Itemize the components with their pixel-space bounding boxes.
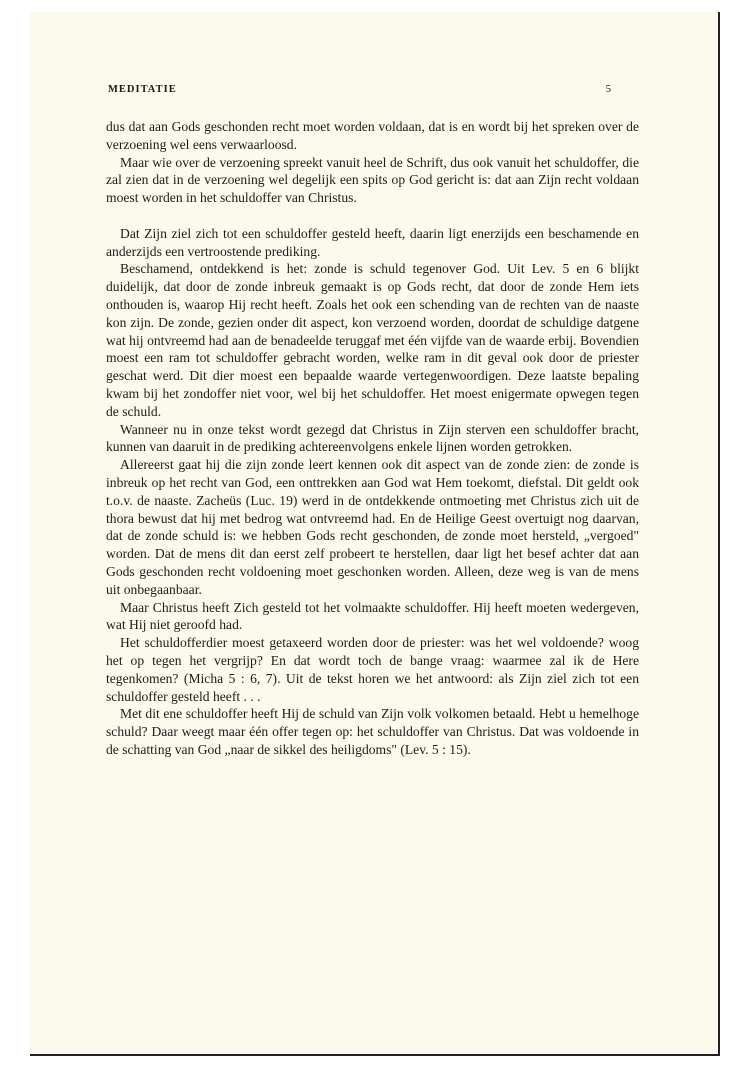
- paragraph: Maar wie over de verzoening spreekt vanuit heel de Schrift, dus ook vanuit het schuldoffer, die zal zien dat in de verzoening wel degelijk een spits op God gericht is: dat aan Zijn recht voldaan moest worden in het schuldoffer van Christus.: [106, 154, 639, 206]
- paragraph: Wanneer nu in onze tekst wordt gezegd dat Christus in Zijn sterven een schuldoffer bracht, kunnen van daaruit in de prediking achtereenvolgens enkele lijnen worden getrokken.: [106, 421, 639, 455]
- running-title: MEDITATIE: [108, 84, 177, 95]
- paragraph: Het schuldofferdier moest getaxeerd worden door de priester: was het wel voldoende? woog het op tegen het vergrijp? En dat wordt toch de bange vraag: waarmee zal ik de Here tegenkomen? (Micha 5 : 6, 7). Uit de tekst horen we het antwoord: als Zijn ziel zich tot een schuldoffer gesteld heeft . . .: [106, 635, 639, 704]
- paragraph: Maar Christus heeft Zich gesteld tot het volmaakte schuldoffer. Hij heeft moeten wedergeven, wat Hij niet geroofd had.: [106, 599, 639, 633]
- paragraph: Beschamend, ontdekkend is het: zonde is schuld tegenover God. Uit Lev. 5 en 6 blijkt duidelijk, dat door de zonde inbreuk gemaakt is op Gods recht, dat door de zonde Hem iets onthouden is, waarop Hij recht heeft. Zoals het ook een schending van de rechten van de naaste kon zijn. De zonde, gezien onder dit aspect, kon verzoend worden, doordat de schuldige datgene wat hij ontvreemd had aan de benadeelde teruggaf met één vijfde van de waarde erbij. Bovendien moest een ram tot schuldoffer gebracht worden, welke ram in dit geval ook door de priester geschat werd. Dit dier moest een bepaalde waarde vertegenwoordigen. Deze laatste bepaling kwam bij het zondoffer niet voor, wel bij het schuldoffer. Het moest enigermate opwegen tegen de schuld.: [106, 261, 639, 419]
- paragraph: dus dat aan Gods geschonden recht moet worden voldaan, dat is en wordt bij het spreken over de verzoening wel eens verwaarloosd.: [106, 119, 639, 152]
- paragraph: Met dit ene schuldoffer heeft Hij de schuld van Zijn volk volkomen betaald. Hebt u hemelhoge schuld? Daar weegt maar één offer tegen op: het schuldoffer van Christus. Dat was voldoende in de schatting van God „naar de sikkel des heiligdoms" (Lev. 5 : 15).: [106, 706, 639, 757]
- body-text: [106, 118, 639, 759]
- running-header: [108, 84, 612, 95]
- paragraph: Allereerst gaat hij die zijn zonde leert kennen ook dit aspect van de zonde zien: de zonde is inbreuk op het recht van God, een onttrekken aan God wat Hem toekomt, diefstal. Dit geldt ook t.o.v. de naaste. Zacheüs (Luc. 19) werd in de ontdekkende ontmoeting met Christus zich uit de thora bewust dat hij met bedrog wat ontvreemd had. En de Heilige Geest overtuigt nog daarvan, dat de zonde schuld is: we hebben Gods recht geschonden, de zonde moet hersteld, „vergoed" worden. Dat de mens dit dan eerst zelf probeert te herstellen, daar ligt het besef achter dat aan Gods geschonden recht voldoening moet geschonken worden. Alleen, deze weg is van de mens uit onbegaanbaar.: [106, 457, 639, 597]
- scanned-page: [30, 12, 720, 1056]
- paragraph: Dat Zijn ziel zich tot een schuldoffer gesteld heeft, daarin ligt enerzijds een beschamende en anderzijds een vertroostende prediking.: [106, 225, 639, 259]
- page-number: 5: [605, 84, 612, 95]
